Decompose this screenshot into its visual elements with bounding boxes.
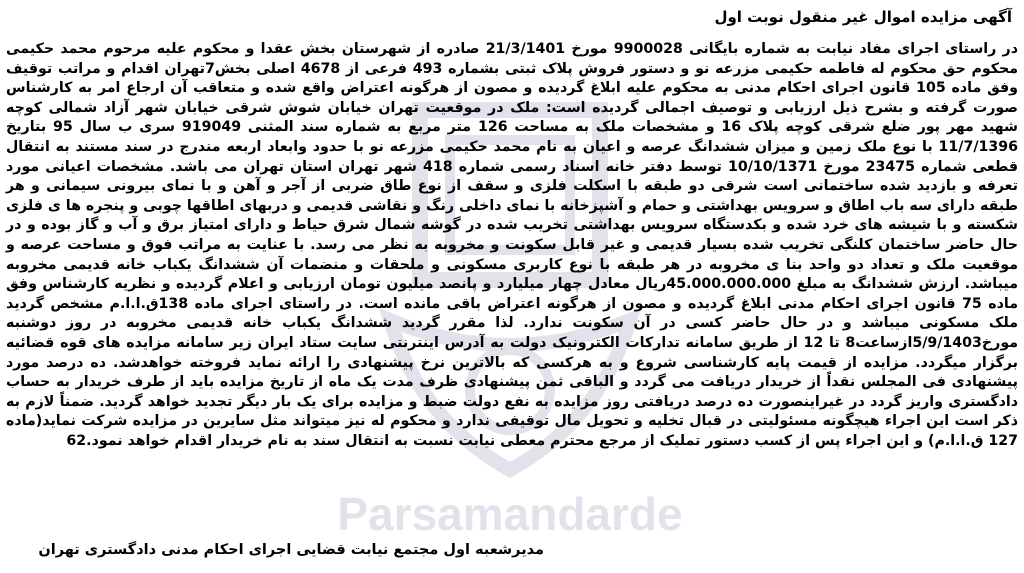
notice-signature: مدیرشعبه اول مجتمع نیابت قضایی اجرای احکام مدنی دادگستری تهران — [38, 542, 544, 558]
notice-body: در راستای اجرای مفاد نیابت به شماره بایگانی 9900028 مورخ 21/3/1401 صادره از شهرستان بخش عقدا و محکوم علیه مرحوم محمد حکیمی محکوم حق محکوم له فاطمه حکیمی مزرعه نو و دستور فروش پلاک ثبتی بشماره 493 فرعی از 4678 اصلی بخش7تهران اقدام و مراتب توقیف وفق ماده 105 قانون اجرای احکام مدنی به محکوم علیه ابلاغ گردیده و مصون از هرگونه اعتراض واقع شده و متعاقب آن ارجاع امر به کارشناس صورت گرفته و بشرح ذیل ارزیابی و توصیف اجمالی گردیده است: ملک در موقعیت تهران خیابان شوش شرقی خیابان شهر آزاد شمالی کوچه شهید مهر پور ضلع شرقی کوچه پلاک 16 و مشخصات ملک به مساحت 126 متر مربع به شماره سند المثنی 919049 سری ب سال 95 بتاریخ 11/7/1396 با نوع ملک زمین و میزان ششدانگ عرصه و اعیان به نام محمد حکیمی مزرعه نو با حدود وابعاد اربعه مندرج در سند مستند به انتقال قطعی شماره 23475 مورخ 10/10/1371 توسط دفتر خانه اسناد رسمی شماره 418 شهر تهران استان تهران می باشد. مشخصات اعیانی مورد تعرفه و بازدید شده ساختمانی است شرقی دو طبقه با اسکلت فلزی و سقف از نوع طاق ضربی از آجر و آهن و با نمای بیرونی سیمانی و هر طبقه دارای سه باب اطاق و سرویس بهداشتی و حمام و آشپزخانه با نمای داخلی رنگ و نقاشی قدیمی و دربهای اطاقها چوبی و پنجره ها ی فلزی شکسته و با شیشه های خرد شده و بکدستگاه سرویس بهداشتی تخریب شده در گوشه شمال شرق حیاط و دارای امتیاز برق و آب و گاز بوده و در حال حاضر ساختمان کلنگی تخریب شده بسیار قدیمی و غیر قابل سکونت و مخروبه به نظر می رسد. با عنایت به مراتب فوق و مساحت عرصه و موقعیت ملک و تعداد دو واحد بنا ی مخروبه در هر طبقه با نوع کاربری مسکونی و ملحقات و منضمات آن ششدانگ یکباب خانه قدیمی مخروبه میباشد. ارزش ششدانگ به مبلغ 45.000.000.000ریال معادل چهار میلیارد و پانصد میلیون تومان ارزیابی و اعلام گردیده و نظریه کارشناس وفق ماده 75 قانون اجرای احکام مدنی ابلاغ گردیده و مصون از هرگونه اعتراض باقی مانده است. در راستای اجرای ماده 138ق.ا.ا.م مشخص گردید ملک مسکونی میباشد و در حال حاضر کسی در آن سکونت ندارد. لذا مقرر گردید ششدانگ یکباب خانه قدیمی مخروبه در روز دوشنبه مورخ5/9/1403ازساعت8 تا 12 از طریق سامانه تدارکات الکترونیک دولت به آدرس اینترنتی سایت ستاد ایران زیر سامانه مزایده های قوه قضائیه برگزار میگردد. مزایده از قیمت پایه کارشناسی شروع و به هرکسی که بالاترین نرخ پیشنهادی را ارائه نماید فروخته خواهدشد. ده درصد مورد پیشنهادی فی المجلس نقداً از خریدار دریافت می گردد و الباقی ثمن پیشنهادی ظرف مدت یک ماه از تاریخ مزایده باید از طرف خریدار به حساب دادگستری واریز گردد در غیراینصورت ده درصد دریافتی روز مزایده به نفع دولت ضبط و مزایده برای یک بار دیگر تجدید خواهد گردید. ضمناً لازم به ذکر است این اجراء هیچگونه مسئولیتی در قبال تخلیه و تحویل مال توقیفی ندارد و محکوم له نیز میتواند مثل سایرین در مزایده شرکت نماید(ماده 127 ق.ا.ا.م) و این اجراء پس از کسب دستور تملیک از مرجع محترم معطی نیابت نسبت به انتقال سند به نام خریدار اقدام خواهد نمود.62 — [6, 41, 1019, 449]
notice-title: آگهی مزایده اموال غیر منقول نوبت اول — [714, 8, 1012, 26]
svg-text:Parsamandarde: Parsamandarde — [337, 488, 683, 540]
